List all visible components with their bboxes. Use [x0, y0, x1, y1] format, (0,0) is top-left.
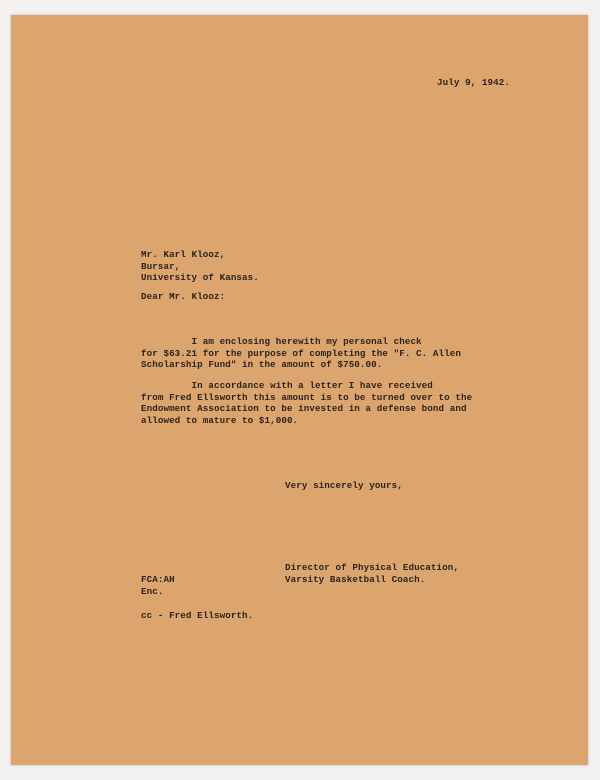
paragraph-line: Endowment Association to be invested in a defense bond and: [141, 403, 467, 414]
complimentary-closing: Very sincerely yours,: [285, 480, 403, 491]
letter-page: [11, 15, 588, 765]
body-paragraph-1: [141, 336, 461, 371]
paragraph-line: allowed to mature to $1,000.: [141, 414, 299, 426]
initials-line: FCA:AH: [141, 574, 175, 585]
carbon-copy-line: cc - Fred Ellsworth.: [141, 610, 254, 621]
signature-title: [285, 562, 459, 585]
paragraph-line: Scholarship Fund" in the amount of $750.00.: [141, 359, 383, 370]
inside-address: [141, 249, 259, 284]
title-line: Director of Physical Education,: [285, 562, 460, 573]
paragraph-line: for $63.21 for the purpose of completing the "F. C. Allen: [141, 347, 461, 359]
body-paragraph-2: [141, 380, 472, 426]
reference-initials: [141, 574, 175, 597]
paragraph-line: I am enclosing herewith my personal check: [141, 336, 422, 347]
enclosure-line: Enc.: [141, 585, 164, 597]
paragraph-line: from Fred Ellsworth this amount is to be turned over to the: [141, 391, 473, 403]
address-line: Mr. Karl Klooz,: [141, 249, 226, 260]
address-line: Bursar,: [141, 260, 181, 272]
title-line: Varsity Basketball Coach.: [285, 573, 426, 585]
letter-date: July 9, 1942.: [437, 77, 510, 88]
address-line: University of Kansas.: [141, 272, 259, 283]
paragraph-line: In accordance with a letter I have received: [141, 380, 433, 391]
salutation: Dear Mr. Klooz:: [141, 291, 226, 302]
